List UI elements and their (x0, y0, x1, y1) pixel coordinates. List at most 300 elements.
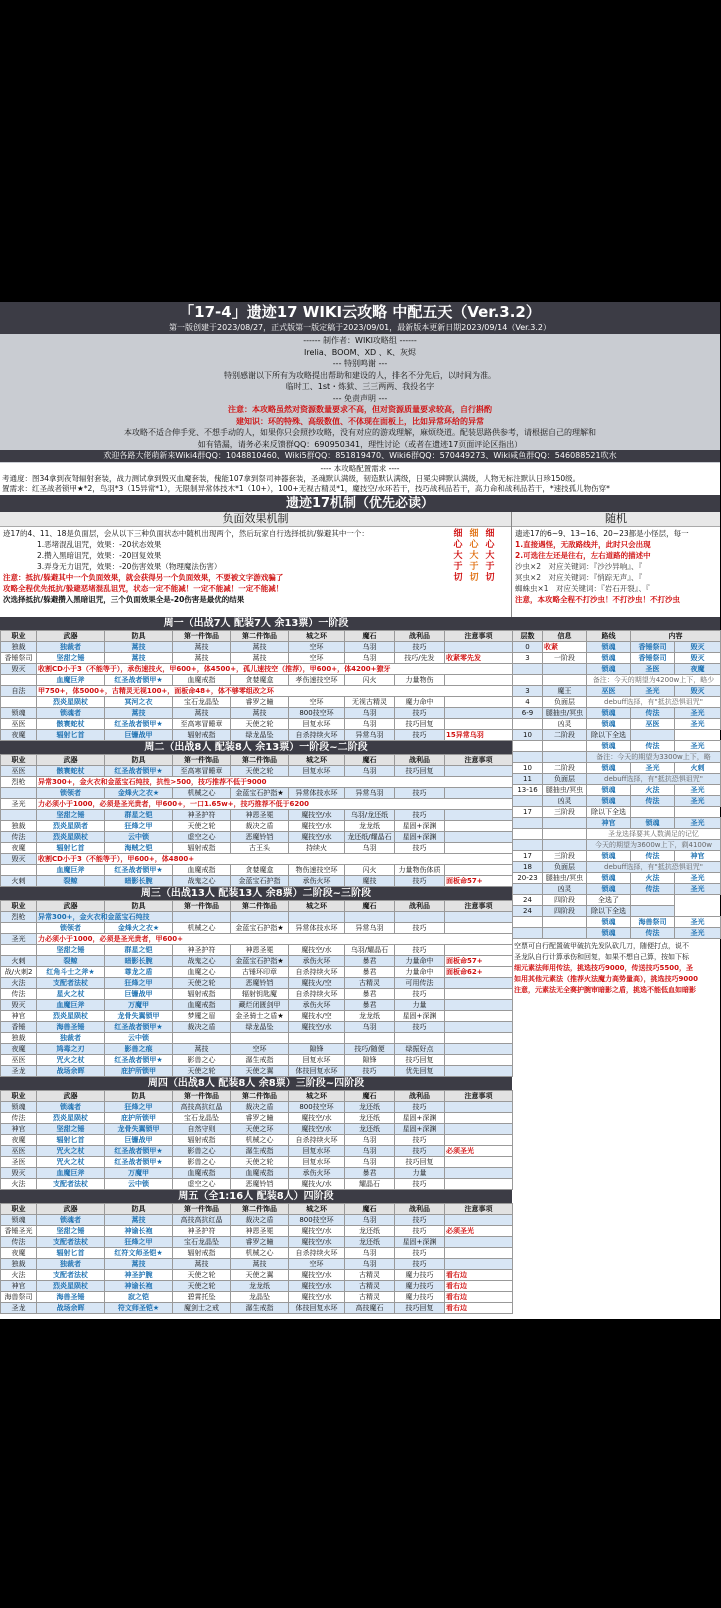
gear-cell: 看右边 (445, 1291, 513, 1302)
stage-row (513, 663, 721, 674)
stage-header-row (513, 630, 721, 641)
config-line-1: 考通度：图34拿到夜弩辐射套装，战力测试拿到毁灭血魔套装，傀能107拿到祭司神器套装，圣魂默认满级，韧造默认满级，日冕尖碑默认满级，人物无标注默认日珍150级。 (2, 473, 581, 483)
stage-grid (512, 630, 721, 939)
day-title: 周一（出战7人 配装7人 余13票）一阶段 (0, 617, 512, 630)
gear-cell: 狂烽之甲 (105, 820, 173, 831)
stage-cell: 四阶段 (543, 905, 587, 916)
class-cell (1, 787, 37, 798)
gear-cell: 血魔戒指 (173, 864, 231, 875)
gear-cell: 蒿技 (105, 1258, 173, 1269)
gear-cell: 万魔甲 (105, 999, 173, 1010)
stage-class-cell: 圣光 (675, 872, 721, 883)
class-cell: 巫医 (1, 765, 37, 776)
gear-cell: 星固+深渊 (395, 1112, 445, 1123)
header-cell: 武器 (37, 1203, 105, 1214)
gear-cell: 绿龙晶坠 (231, 1021, 289, 1032)
requirement-note: 异常300+，金火衣和金蓝宝石纯技，抗性>500，技巧推荐不低于9000 (37, 776, 513, 787)
gear-cell: 咒火之杖 (37, 1054, 105, 1065)
stage-class-cell: 锁魂 (587, 795, 631, 806)
gear-cell: 高技高抗红晶 (173, 1214, 231, 1225)
gear-cell: 血魔巨斧 (37, 999, 105, 1010)
gear-cell: 龙骨失翼锁甲 (105, 1123, 173, 1134)
gear-cell: 神恩圣冕 (231, 1225, 289, 1236)
vertical-char: 大 (469, 550, 479, 561)
table-row (1, 1269, 513, 1280)
gear-cell: 群星之铠 (105, 944, 173, 955)
table-row (1, 977, 513, 988)
gear-cell: 辐射戒指 (173, 1247, 231, 1258)
schedule-columns (0, 617, 720, 1314)
gear-cell: 魔力命中 (395, 696, 445, 707)
table-row (1, 820, 513, 831)
table-row (1, 729, 513, 740)
random-line: 蜘蛛虫×1 对应关键词：『岩石开裂』、『 (515, 583, 650, 593)
gear-cell: 星固+深渊 (395, 820, 445, 831)
day-table (0, 630, 513, 741)
header-cell: 第一件饰品 (173, 754, 231, 765)
gear-cell: 天使之轮 (231, 718, 289, 729)
stage-class-cell: 传法 (631, 740, 675, 751)
stage-floor: 4 (513, 696, 543, 707)
stage-cell (543, 817, 587, 828)
makers-list: Irelia、BOOM、XD 、K、灰烬 (303, 347, 416, 357)
gear-cell: 耀晶石 (345, 1178, 395, 1189)
makers-heading: ------ 制作者：WIKI攻略组 ------ (303, 336, 417, 345)
header-cell: 第一件饰品 (173, 1203, 231, 1214)
gear-cell: 金蓝宝石护指★ (231, 955, 289, 966)
header-cell: 第一件饰品 (173, 630, 231, 641)
gear-cell (445, 999, 513, 1010)
gear-cell (445, 1236, 513, 1247)
gear-cell: 技巧 (395, 641, 445, 652)
gear-cell (395, 911, 445, 922)
header-cell: 注意事项 (445, 630, 513, 641)
gear-cell: 技巧 (395, 1134, 445, 1145)
stage-cell (631, 905, 675, 916)
stage-row (513, 707, 721, 718)
gear-cell: 乌羽 (345, 1214, 395, 1225)
gear-cell: 技巧回复 (395, 718, 445, 729)
gear-cell: 狂烽之甲 (105, 977, 173, 988)
gear-cell (173, 1032, 231, 1043)
gear-cell: 体技回复水环 (289, 1065, 345, 1076)
gear-cell: 金烽火之衣★ (105, 787, 173, 798)
stage-floor (513, 751, 543, 762)
gear-cell: 裁决之盾 (231, 820, 289, 831)
stage-note-line: 细元素法师用传法，挑选技巧9000，传送技巧5500，圣 (514, 963, 693, 972)
gear-cell: 异常300+，金火衣和金蓝宝石纯技 (38, 912, 150, 921)
header-cell: 城之环 (289, 754, 345, 765)
table-row (1, 1101, 513, 1112)
header-cell: 防具 (105, 1090, 173, 1101)
disclaimer-heading: --- 免责声明 --- (332, 393, 388, 403)
gear-cell: 海兽圣锤 (37, 1291, 105, 1302)
stage-class-cell: 圣光 (675, 916, 721, 927)
gear-cell: 15异常乌羽 (445, 729, 513, 740)
gear-cell: 技巧 (395, 729, 445, 740)
gear-cell: 回复水环 (289, 1054, 345, 1065)
class-cell: 独裁 (1, 641, 37, 652)
stage-cell: 收紧 (543, 641, 587, 652)
gear-cell: 海兽圣锤 (37, 1021, 105, 1032)
gear-cell: 机械之心 (173, 787, 231, 798)
table-row (1, 1043, 513, 1054)
gear-cell: 魔技 (345, 875, 395, 886)
gear-cell: 高技高抗红晶 (173, 1101, 231, 1112)
gear-cell: 机械之心 (231, 1247, 289, 1258)
class-cell: 夜魔 (1, 1134, 37, 1145)
gear-cell: 龙还纸 (345, 1112, 395, 1123)
gear-cell: 红角斗士之斧★ (37, 966, 105, 977)
gear-cell: 古精灵 (345, 1291, 395, 1302)
stage-class-cell: 神官 (675, 850, 721, 861)
gear-cell: 辐射钥匙魔 (231, 988, 289, 999)
gear-cell: 血魔戒指 (173, 674, 231, 685)
gear-cell: 坚甜之锤 (37, 652, 105, 663)
negative-line: 次选择抵抗/躲避攒入黑暗诅咒，三个负面效果全是-20伤害是最优的结果 (3, 594, 245, 604)
stage-cell: 四阶段 (543, 894, 587, 905)
gear-cell: 红圣战者锁甲★ (105, 1156, 173, 1167)
header-cell: 职业 (1, 1203, 37, 1214)
class-cell: 巫医 (1, 1054, 37, 1065)
gear-cell: 辐射匕首 (37, 1247, 105, 1258)
gear-cell: 乌羽/龙还纸 (345, 809, 395, 820)
table-header-row (1, 754, 513, 765)
gear-cell (445, 1258, 513, 1269)
gear-cell: 神圣护符 (173, 1225, 231, 1236)
gear-cell: 血魔戒指 (173, 999, 231, 1010)
gear-cell: 云中锁 (105, 831, 173, 842)
feedback-text: 如有错漏，请务必来反馈群QQ：690950341，理性讨论（或者在遗迹17页面评论区指出） (197, 439, 523, 449)
header-cell: 武器 (37, 754, 105, 765)
gear-cell: 血魔戒指 (173, 1167, 231, 1178)
gear-cell: 魔力技巧 (395, 1291, 445, 1302)
stage-table (512, 617, 720, 1314)
class-cell: 神官 (1, 1280, 37, 1291)
class-cell: 锁魂 (1, 1214, 37, 1225)
stage-class-cell: 锁魂 (587, 872, 631, 883)
gear-cell: 魔技空/水 (289, 1280, 345, 1291)
stage-note: 圣龙选择要其人数满足的记忆 (587, 828, 721, 839)
gear-cell: 孝伤速技空环 (289, 674, 345, 685)
stage-row (513, 762, 721, 773)
gear-cell (445, 696, 513, 707)
stage-row (513, 751, 721, 762)
table-row (1, 1258, 513, 1269)
vertical-emphasis-text (468, 529, 480, 584)
gear-cell: 面板命57+ (445, 875, 513, 886)
gear-cell: 虚空之心 (173, 1178, 231, 1189)
gear-cell (395, 1032, 445, 1043)
table-row (1, 1112, 513, 1123)
stage-cell: 24 (513, 905, 543, 916)
gear-cell: 恶魔铃铛 (231, 977, 289, 988)
gear-cell: 神恩圣冕 (231, 944, 289, 955)
stage-row (513, 872, 721, 883)
table-row (1, 1156, 513, 1167)
gear-cell: 技巧回复 (395, 1054, 445, 1065)
header-cell: 城之环 (289, 1203, 345, 1214)
vertical-char: 大 (485, 550, 495, 561)
gear-cell: 天使之轮 (173, 1065, 231, 1076)
class-cell: 圣光 (1, 798, 37, 809)
stage-class-cell: 香锤祭司 (631, 652, 675, 663)
table-row (1, 1247, 513, 1258)
header-cell: 城之环 (289, 900, 345, 911)
class-cell: 香锤 (1, 1021, 37, 1032)
stage-cell (513, 883, 543, 894)
gear-cell: 独裁者 (37, 1258, 105, 1269)
stage-cell: 腿抽虫/冥虫 (543, 784, 587, 795)
day-title: 周二（出战8人 配装8人 余13票）一阶段~二阶段 (0, 741, 512, 754)
gear-cell: 龙龙纸 (345, 820, 395, 831)
stage-row (513, 817, 721, 828)
stage-class-cell: 圣医 (631, 663, 675, 674)
stage-cell: 全选了 (587, 894, 631, 905)
stage-cell (543, 916, 587, 927)
stage-class-cell: 火刺 (675, 762, 721, 773)
gear-cell: 星固+深渊 (395, 1236, 445, 1247)
groups-text: 欢迎各路大佬萌新来Wiki4群QQ：1048810460、Wiki5群QQ：851819470、Wiki6群QQ：570449273、Wiki咸鱼群QQ：546088521吹水 (0, 450, 720, 462)
gear-cell (445, 1010, 513, 1021)
gear-cell: 乌羽 (345, 1021, 395, 1032)
gear-cell (445, 718, 513, 729)
gear-cell: 龙骨失翼锁甲 (105, 1010, 173, 1021)
stage-floor (513, 674, 543, 685)
stage-cell (513, 663, 543, 674)
stage-class-cell: 圣光 (631, 762, 675, 773)
gear-cell: 回复水环 (289, 1156, 345, 1167)
class-cell: 传法 (1, 831, 37, 842)
gear-cell: 狂烽之甲 (105, 1101, 173, 1112)
gear-cell: 体技回复水环 (289, 1302, 345, 1313)
stage-note-line: 如用其他元素法（推荐火法魔力高势量高），挑选技巧9000 (514, 974, 698, 983)
header-cell: 注意事项 (445, 900, 513, 911)
gear-cell: 神圣护符 (173, 944, 231, 955)
gear-cell (445, 831, 513, 842)
day-title: 周三（出战13人 配装13人 余8票）二阶段~三阶段 (0, 887, 512, 900)
random-line: 注意，本攻略全程不打沙虫！不打沙虫！不打沙虫 (515, 594, 680, 604)
stage-row (513, 883, 721, 894)
gear-cell: 至高寒冒睡章 (173, 718, 231, 729)
header-cell: 第二件饰品 (231, 900, 289, 911)
header-cell: 第二件饰品 (231, 1203, 289, 1214)
stage-row (513, 674, 721, 685)
random-line: 1.直接遇怪，无敌路线并，此时只会出现 (515, 539, 651, 549)
header-cell: 职业 (1, 900, 37, 911)
gear-cell: 海贼之铠 (105, 842, 173, 853)
requirement-note: 力必须小于1000，必须是圣光贵者，甲600+，一口1.65w+，技巧推荐不低于6200 (37, 798, 513, 809)
negative-line: 注意：抵抗/躲避其中一个负面效果，就会获得另一个负面效果，不要被文字游戏骗了 (3, 572, 284, 582)
gear-cell: 辐射戒指 (173, 842, 231, 853)
table-row (1, 1280, 513, 1291)
gear-cell (445, 1123, 513, 1134)
gear-cell: 尊龙之盾 (105, 966, 173, 977)
vertical-char: 细 (469, 528, 479, 539)
vertical-char: 于 (469, 561, 479, 572)
table-row (1, 685, 513, 696)
gear-cell (445, 1247, 513, 1258)
class-cell: 自法 (1, 685, 37, 696)
gear-cell: 技巧/先发 (395, 652, 445, 663)
table-row (1, 696, 513, 707)
stage-class-cell: 锁魂 (587, 883, 631, 894)
class-cell: 神官 (1, 1010, 37, 1021)
stage-class-cell: 圣光 (675, 740, 721, 751)
table-row (1, 776, 513, 787)
gear-cell: 裁决之盾 (173, 1021, 231, 1032)
gear-cell: 支配者法杖 (37, 1178, 105, 1189)
gear-cell: 技巧回复 (395, 1156, 445, 1167)
stage-cell: 10 (513, 762, 543, 773)
class-cell: 火刺 (1, 875, 37, 886)
stage-class-cell: 锁魂 (587, 916, 631, 927)
table-row (1, 1021, 513, 1032)
gear-cell: 乌羽/耀晶石 (345, 944, 395, 955)
gear-cell: 血魔巨斧 (37, 674, 105, 685)
table-row (1, 955, 513, 966)
gear-cell: 咒火之杖 (37, 1156, 105, 1167)
header-cell: 战利品 (395, 1090, 445, 1101)
stage-class-cell: 毁灭 (675, 652, 721, 663)
gear-cell: 红圣战者锁甲★ (105, 765, 173, 776)
negative-effects-panel (0, 512, 512, 617)
gear-cell: 金蓝宝石护指★ (231, 922, 289, 933)
stage-note: debuff选择，有"抵抗恐惧诅咒" (587, 696, 721, 707)
stage-row (513, 784, 721, 795)
gear-cell: 自杀持续火环 (289, 729, 345, 740)
stage-class-cell: 火法 (631, 784, 675, 795)
day-title: 周四（出战8人 配装8人 余8票）三阶段~四阶段 (0, 1077, 512, 1090)
gear-cell: 暗影长腕 (105, 955, 173, 966)
table-row (1, 1134, 513, 1145)
header-cell: 战利品 (395, 630, 445, 641)
stage-note: 备注：今天的期望为4200w上下，略少 (587, 674, 721, 685)
gear-cell: 蒿技 (231, 641, 289, 652)
gear-cell: 锁领者 (37, 922, 105, 933)
gear-cell: 万魔甲 (105, 1167, 173, 1178)
table-row (1, 999, 513, 1010)
table-row (1, 1236, 513, 1247)
config-line-2: 置需求：红圣战者锁甲★*2，鸟羽*3（15异常*1），无限制异常体技木*1（10+），100+无视古精灵*1，魔技空/水环若干，技巧战利品若干，高力命和战利品若干，*速技孤儿物伤穿* (2, 483, 610, 493)
table-row (1, 864, 513, 875)
header-cell: 防具 (105, 754, 173, 765)
gear-cell: 蒿技 (105, 1214, 173, 1225)
stage-cell (513, 718, 543, 729)
gear-cell: 梦魇之眉 (173, 1010, 231, 1021)
stage-class-cell: 巫医 (631, 718, 675, 729)
gear-cell: 辐射戒指 (173, 729, 231, 740)
stage-info: 负面层 (543, 773, 587, 784)
class-cell: 传法 (1, 1112, 37, 1123)
stage-cell (631, 806, 675, 817)
gear-cell: 暴君 (345, 955, 395, 966)
gear-cell: 蒿技 (231, 652, 289, 663)
vertical-char: 心 (453, 539, 463, 550)
gear-cell: 血魔巨斧 (37, 864, 105, 875)
class-cell: 战/火刺2 (1, 966, 37, 977)
table-row (1, 663, 513, 674)
gear-cell (445, 864, 513, 875)
gear-cell (445, 911, 513, 922)
gear-cell: 乌羽 (345, 652, 395, 663)
gear-cell: 自然守则 (173, 1123, 231, 1134)
gear-cell: 乌羽 (345, 1258, 395, 1269)
gear-cell: 宝石龙晶坠 (173, 1236, 231, 1247)
gear-cell: 影兽之心 (173, 1156, 231, 1167)
stage-header-cell: 信息 (543, 630, 587, 641)
stage-cell: 二阶段 (543, 762, 587, 773)
gear-cell: 辐射戒指 (173, 988, 231, 999)
stage-class-cell: 锁魂 (587, 652, 631, 663)
table-row (1, 1010, 513, 1021)
table-row (1, 1145, 513, 1156)
gear-cell (445, 1054, 513, 1065)
gear-cell (445, 765, 513, 776)
gear-cell: 看右边 (445, 1269, 513, 1280)
gear-cell: 辐射戒指 (173, 1134, 231, 1145)
stage-cell: 凶灵 (543, 883, 587, 894)
gear-cell: 收紧零先发 (445, 652, 513, 663)
class-cell (1, 809, 37, 820)
table-header-row (1, 1090, 513, 1101)
gear-cell: 力量 (395, 1167, 445, 1178)
gear-cell: 乌羽 (345, 718, 395, 729)
header-cell: 注意事项 (445, 754, 513, 765)
gear-cell: 魔力技巧 (395, 1280, 445, 1291)
class-cell: 圣医 (1, 1156, 37, 1167)
gear-cell: 承伤火环 (289, 875, 345, 886)
header-cell: 第二件饰品 (231, 1090, 289, 1101)
gear-cell: 红圣战者锁甲★ (105, 1054, 173, 1065)
negative-line: 迹17的4、11、18是负面层，会从以下三种负面状态中随机出现两个，然后玩家自行选择抵抗/躲避其中一个： (3, 528, 369, 538)
gear-cell: 技巧 (395, 1247, 445, 1258)
gear-cell: 蒿技 (231, 707, 289, 718)
random-line: 沙虫×2 对应关键词：『沙沙异响』、『 (515, 561, 643, 571)
class-cell: 锁魂 (1, 707, 37, 718)
header-cell: 第二件饰品 (231, 630, 289, 641)
gear-cell: 技巧 (395, 707, 445, 718)
table-row (1, 1291, 513, 1302)
gear-cell: 蒿技 (105, 652, 173, 663)
random-line: 2.可选往左还是往右，左右道路的描述中 (515, 550, 651, 560)
stage-cell: 二阶段 (543, 729, 587, 740)
class-cell: 锁魂 (1, 1101, 37, 1112)
gear-cell: 力量物伤体质 (395, 864, 445, 875)
gear-cell: 红符文师圣铠★ (105, 1247, 173, 1258)
stage-class-cell: 火法 (631, 872, 675, 883)
gear-cell: 自杀持续火环 (289, 988, 345, 999)
stage-class-cell: 圣光 (675, 795, 721, 806)
gear-cell: 独裁者 (37, 1032, 105, 1043)
gear-cell: 贪婪魔盒 (231, 674, 289, 685)
table-header-row (1, 1203, 513, 1214)
gear-cell: 暴君 (345, 988, 395, 999)
thanks-text: 特别感谢以下所有为攻略提出帮助和建设的人，排名不分先后，以时间为准。 (224, 370, 496, 380)
gear-cell: 乌羽 (345, 1247, 395, 1258)
gear-cell: 影兽之心 (173, 1145, 231, 1156)
gear-cell: 绿龙晶坠 (231, 729, 289, 740)
gear-cell: 天使之轮 (173, 1280, 231, 1291)
stage-row (513, 894, 721, 905)
gear-cell: 自杀持续火环 (289, 1134, 345, 1145)
table-row (1, 1214, 513, 1225)
gear-cell: 锁领者 (37, 787, 105, 798)
gear-cell: 异常体技水环 (289, 922, 345, 933)
table-row (1, 966, 513, 977)
header-cell: 魔石 (345, 1090, 395, 1101)
negative-line: 攻略全程优先抵抗/躲避恶堵混乱诅咒，状态一定不能减！一定不能减！一定不能减！ (3, 583, 284, 593)
